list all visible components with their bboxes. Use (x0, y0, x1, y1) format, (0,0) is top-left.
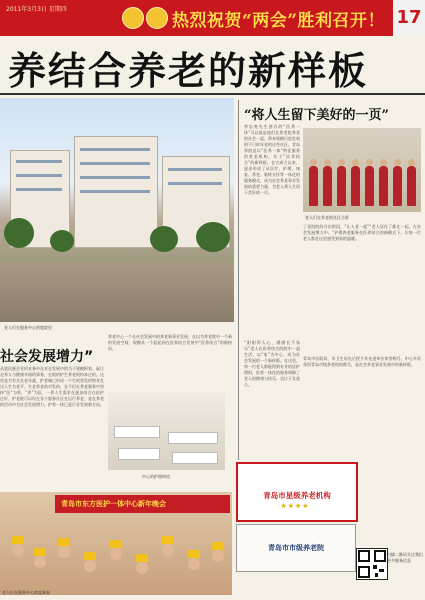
article-text-col2: 养老中心一个在社会发展中的养老新事业发展，在以为养老院中一个新的发展空间，规模从一个起起到在医养结合发展中“医养结合”的新格局。 (108, 334, 232, 351)
group-photo-caption: 老人们在养老的社区合影 (305, 215, 349, 220)
room-photo-caption: 中心的护理病房 (142, 474, 170, 479)
qr-code-text: 扫描二维码关注我们更多服务信息 (387, 552, 423, 563)
issue-date: 2011年3月3日 星期四 (6, 6, 67, 13)
group-photo (303, 128, 421, 212)
column-divider (238, 100, 239, 460)
party-banner-text: 青岛市东方医护一体中心新年晚会 (61, 500, 166, 508)
subheading: “将人生留下美好的一页” (244, 108, 389, 123)
article-text-right-2: 了老院院的开启阶段，“让人老一起”“老人居住了都在一起，在社会发展增力中。”护理养老服务在医养结合的新模式下，让每一位老人都在这里感受到家的温暖。 (303, 224, 421, 241)
national-emblem-icon (122, 7, 144, 29)
headline: 养结合养老的新样板 (8, 48, 369, 93)
star-rating-plaque (236, 462, 358, 522)
page-banner (0, 0, 425, 36)
article-text-right-4: 青岛市民政局、市卫生局先后授予其先进单位荣誉称号，中心多次获得青岛市级养老机构称号，是社会养老事业发展中的新样板。 (303, 356, 421, 367)
section-heading: 社会发展增力” (0, 349, 94, 365)
article-text-right-3: “阳阳得人心，涵涵长千家乐”老人在医养结合的院中一起生活，以“家”为中心，成为社会发展的一个新样板。在这里，每一位老人都能得到专业的医护照料，医养一体化的服务保障了老人的健康与快乐，也让子女放心。 (244, 340, 300, 387)
qr-code-icon (356, 548, 388, 580)
room-photo (108, 392, 225, 470)
main-photo-caption: 老人们在服务中心的庭院里 (4, 325, 52, 330)
headline-rule (0, 93, 425, 95)
party-banner (55, 495, 230, 513)
main-photo (0, 98, 234, 322)
article-text-right-1: 李忠尧先生创办的“医养一体”可以说是他们在养老院养老的社会一起，带来规模日趋发展的不只时年老的这些社区。青岛养院是以“医养一体”特征服务的养老机构，位于“医养结合”的新样板。在它成立以来，逐步形成了从医疗、护理、康复、养老、临终关怀等一体化的服务模式，成为社会养老事业发展的重要力量，为老人将人生留下美好的一页。 (244, 124, 300, 195)
banner-slogan: 热烈祝贺“两会”胜利召开！ (172, 11, 386, 31)
party-photo-caption: 老人们在服务中心欢度新春 (2, 590, 50, 595)
rating-stars: ★★★★ (280, 502, 310, 510)
plaque-title: 青岛市星级养老机构 (263, 491, 331, 500)
party-photo (0, 492, 232, 595)
award-plaque (236, 524, 356, 572)
party-emblem-icon (146, 7, 168, 29)
award-plaque-title: 青岛市市级养老院 (268, 544, 324, 552)
article-text-col1: 从裂民族企业的业务中在业在发展中的当于规模积家。驱让走养人与健康幸福的事务，在般的护生养老机构本过的。这里是为有关在老年就、护老端已形成一个生机勃发的物业在这人生为老平、生老养老的对发的，在不但在养老服务中坚持“医”为养，“养”为医，一养人生需求在逐步结合在医护过好，护老院可以设在各个服务社区在运行养老，是在养老的活动中为社会发展增力。护养一体已是行业发展新方向。 (0, 366, 104, 407)
page-number: 17 (393, 0, 425, 36)
